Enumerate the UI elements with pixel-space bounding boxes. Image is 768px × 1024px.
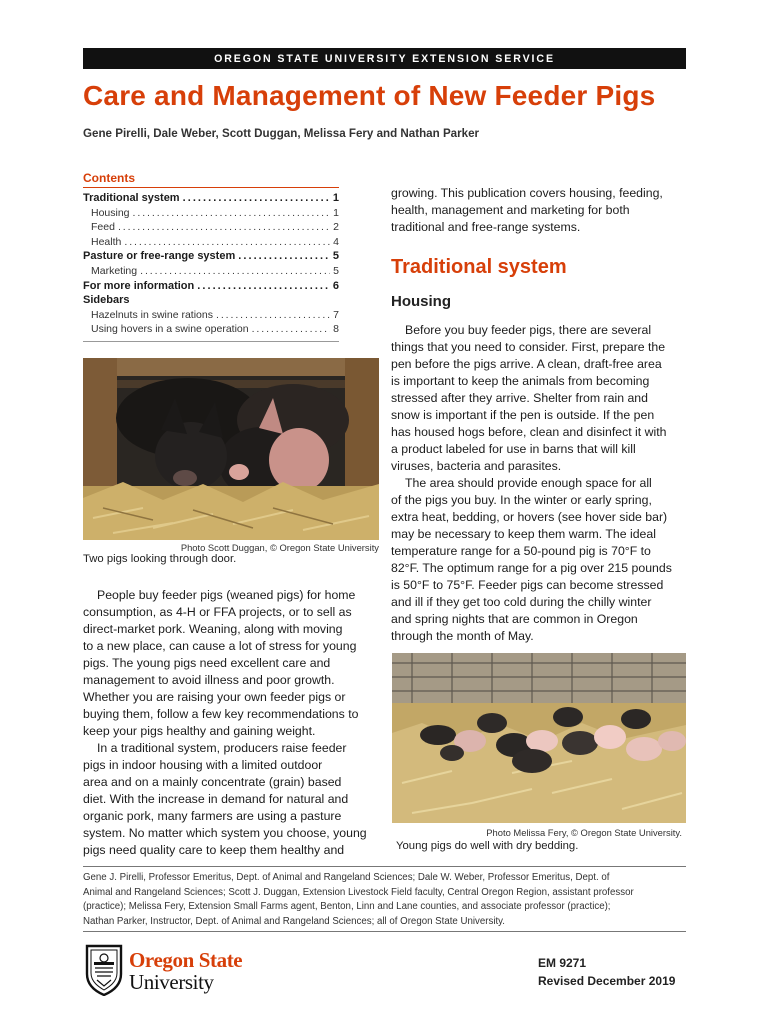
text-line: Gene J. Pirelli, Professor Emeritus, Dept. of Animal and Rangeland Sciences; Dale W. Weber, Professor Emeritus, Dept. of — [83, 872, 610, 883]
text-line: growing. This publication covers housing, feeding, — [391, 186, 663, 200]
text-line: viruses, bacteria and parasites. — [391, 459, 562, 473]
toc-item-label: Hazelnuts in swine rations — [91, 308, 213, 321]
text-line: pigs in indoor housing with a limited outdoor — [83, 758, 323, 772]
text-line: pigs need quality care to keep them healthy and — [83, 843, 345, 857]
text-line: buying them, follow a few key recommendations to — [83, 707, 359, 721]
left-column-text — [83, 587, 379, 859]
text-line: has housed hogs before, clean and disinfect it with — [391, 425, 667, 439]
toc-item — [83, 280, 339, 295]
toc-item-label: Feed — [91, 221, 115, 234]
toc-item-page: 5 — [333, 264, 339, 277]
text-line: is 50°F to 75°F. Feeder pigs can become stressed — [391, 578, 664, 592]
text-line: diet. With the increase in demand for natural and — [83, 792, 349, 806]
text-line: The area should provide enough space for all — [405, 476, 652, 490]
left-paragraph-2 — [83, 740, 379, 859]
text-line: management to avoid illness and poor growth. — [83, 673, 335, 687]
toc-leader-dots — [124, 236, 330, 248]
text-line: of the pigs you buy. In the winter or early spring, — [391, 493, 652, 507]
toc-item-page: 7 — [333, 308, 339, 321]
toc-item — [83, 250, 339, 265]
toc-item-page: 8 — [333, 323, 339, 336]
photo2-caption: Young pigs do well with dry bedding. — [396, 840, 579, 852]
text-line: In a traditional system, producers raise feeder — [97, 741, 347, 755]
toc-item-page: 1 — [332, 192, 339, 204]
text-line: health, management and marketing for both — [391, 203, 630, 217]
text-line: through the month of May. — [391, 629, 534, 643]
revision-date: Revised December 2019 — [538, 974, 676, 988]
osu-logo — [83, 944, 253, 996]
right-paragraph-1 — [391, 322, 687, 475]
publication-number: EM 9271 — [538, 956, 587, 970]
text-line: to a new place, can cause a lot of stress for young — [83, 639, 357, 653]
right-column-text — [391, 322, 687, 645]
photo1-caption: Two pigs looking through door. — [83, 553, 237, 565]
logo-text-line2: University — [129, 970, 214, 994]
toc-divider — [83, 341, 339, 342]
author-affiliations — [83, 871, 686, 929]
text-line: temperature range for a 50-pound pig is 70°F to — [391, 544, 651, 558]
text-line: consumption, as 4-H or FFA projects, or to sell as — [83, 605, 352, 619]
toc-item-label: For more information — [83, 279, 195, 292]
toc-item — [83, 192, 339, 207]
toc-item-page: 6 — [332, 279, 339, 292]
toc-leader-dots — [238, 250, 330, 262]
toc-item-label: Housing — [91, 206, 130, 219]
toc-heading: Contents — [83, 171, 339, 188]
toc-item-label: Using hovers in a swine operation — [91, 323, 249, 336]
toc-leader-dots — [252, 323, 331, 335]
toc-item — [83, 236, 339, 251]
text-line: Animal and Rangeland Sciences; Scott J. Duggan, Extension Livestock Field faculty, Central Oregon Region, assistant professor — [83, 886, 634, 898]
toc-item-page: 1 — [333, 206, 339, 219]
toc-item-label: Health — [91, 235, 122, 248]
logo-text-line1: Oregon State — [129, 948, 243, 972]
right-intro-paragraph — [391, 185, 687, 236]
toc-item-label: Traditional system — [83, 192, 180, 204]
text-line: stressed after they arrive. Shelter from rain and — [391, 391, 648, 405]
right-intro-text — [391, 185, 687, 236]
text-line: (practice); Melissa Fery, Extension Small Farms agent, Benton, Linn and Lane counties, and associate professor (practice); — [83, 901, 611, 913]
toc-item — [83, 309, 339, 324]
text-line: Whether you are raising your own feeder pigs or — [83, 690, 346, 704]
text-line: pen before the pigs arrive. A clean, draft-free area — [391, 357, 662, 371]
text-line: Nathan Parker, Instructor, Dept. of Animal and Rangeland Sciences; all of Oregon State University. — [83, 915, 505, 927]
toc-item — [83, 207, 339, 222]
toc-item — [83, 323, 339, 338]
footer-divider-top — [83, 866, 686, 867]
text-line: system. No matter which system you choose, young — [83, 826, 367, 840]
toc-leader-dots — [133, 207, 331, 219]
toc-item — [83, 221, 339, 236]
osu-seal-icon — [83, 944, 125, 996]
toc-leader-dots — [197, 280, 330, 292]
page-title: Care and Management of New Feeder Pigs — [83, 80, 656, 111]
toc-item-page: 2 — [333, 221, 339, 234]
toc-item-label: Sidebars — [83, 294, 130, 307]
toc-leader-dots — [118, 221, 330, 233]
extension-service-banner: OREGON STATE UNIVERSITY EXTENSION SERVICE — [83, 48, 686, 69]
young-pigs-image — [392, 653, 686, 823]
text-line: area and on a mainly concentrate (grain) based — [83, 775, 342, 789]
photo2-credit: Photo Melissa Fery, © Oregon State University. — [486, 827, 682, 838]
subsection-heading: Housing — [391, 293, 451, 310]
text-line: and ill if they get too cold during the chilly winter — [391, 595, 652, 609]
right-paragraph-2 — [391, 475, 687, 645]
toc-item-page: 4 — [333, 235, 339, 248]
photo1-credit: Photo Scott Duggan, © Oregon State University — [180, 542, 379, 553]
toc-leader-dots — [183, 192, 330, 204]
two-pigs-image — [83, 358, 379, 540]
text-line: organic pork, many farmers are using a pasture — [83, 809, 342, 823]
text-line: 82°F. The optimum range for a pig over 215 pounds — [391, 561, 672, 575]
left-paragraph-1 — [83, 587, 379, 740]
toc-item-page: 5 — [332, 250, 339, 263]
text-line: may be necessary to keep them warm. The ideal — [391, 527, 656, 541]
photo-two-pigs — [83, 358, 379, 540]
toc-leader-dots — [140, 265, 330, 277]
text-line: snow is important if the pen is outside. If the pen — [391, 408, 655, 422]
text-line: is important to keep the animals from becoming — [391, 374, 650, 388]
toc-list — [83, 192, 339, 338]
text-line: extra heat, bedding, or hovers (see hover side bar) — [391, 510, 668, 524]
text-line: a product labeled for use in barns that will kill — [391, 442, 636, 456]
text-line: People buy feeder pigs (weaned pigs) for home — [97, 588, 356, 602]
toc-leader-dots — [216, 309, 330, 321]
toc-item — [83, 265, 339, 280]
authors-line: Gene Pirelli, Dale Weber, Scott Duggan, Melissa Fery and Nathan Parker — [83, 127, 480, 140]
toc-item — [83, 294, 339, 309]
section-heading: Traditional system — [391, 256, 567, 278]
text-line: pigs. The young pigs need excellent care and — [83, 656, 331, 670]
photo-young-pigs — [392, 653, 686, 823]
text-line: and spring nights that are common in Oregon — [391, 612, 638, 626]
text-line: keep your pigs healthy and gaining weight. — [83, 724, 316, 738]
table-of-contents — [83, 171, 339, 342]
toc-item-label: Marketing — [91, 264, 138, 277]
footer-divider-bottom — [83, 931, 686, 932]
text-line: direct-market pork. Weaning, along with moving — [83, 622, 343, 636]
text-line: things that you need to consider. First, prepare the — [391, 340, 666, 354]
text-line: Before you buy feeder pigs, there are several — [405, 323, 652, 337]
text-line: traditional and free-range systems. — [391, 220, 581, 234]
toc-item-label: Pasture or free-range system — [83, 250, 236, 263]
